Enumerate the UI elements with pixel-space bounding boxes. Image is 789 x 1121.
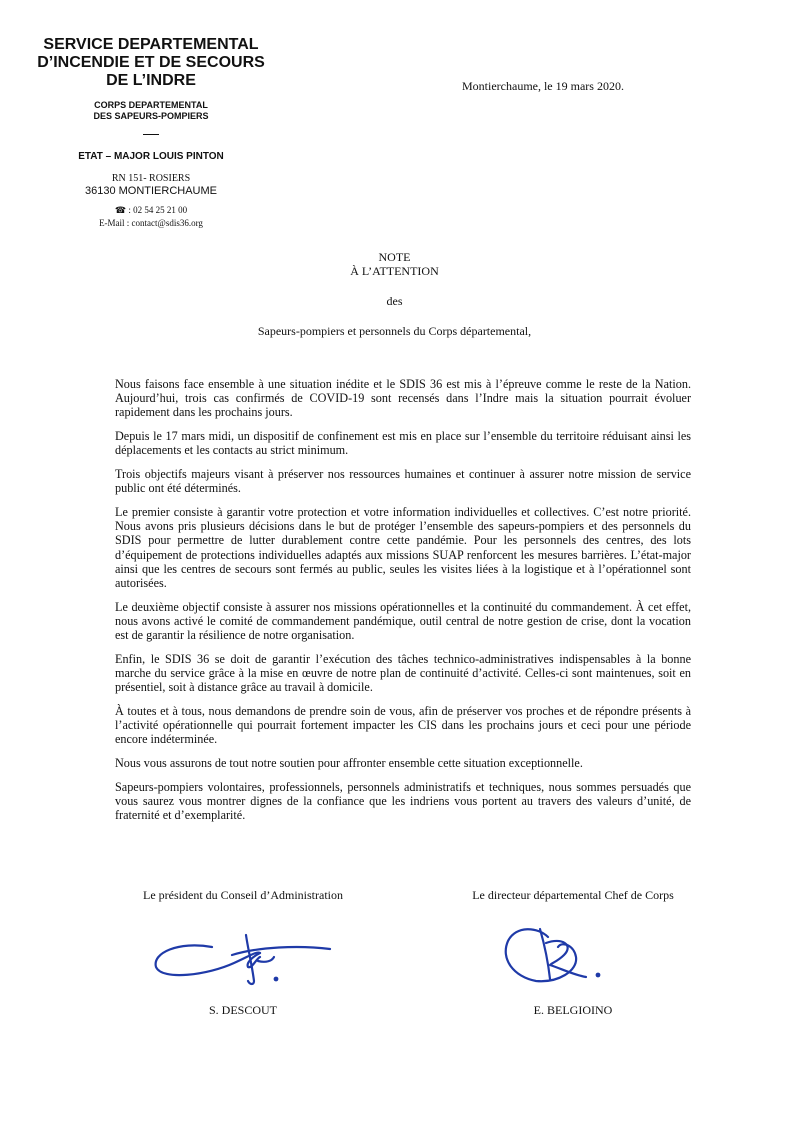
- paragraph-4: Le premier consiste à garantir votre protection et votre information individuelles et collectives. C’est notre priorité. Nous avons pris plusieurs décisions dans le but de protéger l’ensemble des sapeurs-pompiers et des personnels du SDIS pour permettre de lutter durablement contre cette pandémie. Pour les personnels des centres, des lots d’équipement de protections individuelles adaptés aux missions SUAP renforcent les mesures barrières. L’état-major ainsi que les centres de secours sont fermés au public, seules les visites liées à la logistique et à l’opérationnel sont autorisées.: [115, 504, 691, 590]
- note-heading: [0, 250, 789, 338]
- signatory-title-left: Le président du Conseil d’Administration: [143, 888, 343, 902]
- signatory-name-right: E. BELGIOINO: [533, 1003, 613, 1017]
- note-attention: À L’ATTENTION: [350, 264, 439, 278]
- address-line2: 36130 MONTIERCHAUME: [84, 185, 218, 197]
- etat-major: ETAT – MAJOR LOUIS PINTON: [78, 151, 224, 162]
- org-name-line3: DE L’INDRE: [106, 72, 196, 89]
- letter-body: [115, 377, 691, 832]
- paragraph-3: Trois objectifs majeurs visant à préserver nos ressources humaines et continuer à assurer notre mission de service public ont été déterminés.: [115, 467, 691, 496]
- paragraph-1: Nous faisons face ensemble à une situation inédite et le SDIS 36 est mis à l’épreuve comme le reste de la Nation. Aujourd’hui, trois cas confirmés de COVID-19 sont recensés dans l’Indre mais la situation pourrait évoluer rapidement dans les prochains jours.: [115, 377, 691, 420]
- paragraph-2: Depuis le 17 mars midi, un dispositif de confinement est mis en place sur l’ensemble du territoire réduisant ainsi les déplacements et les contacts au strict minimum.: [115, 429, 691, 458]
- phone-line: [22, 204, 280, 217]
- letterhead: [22, 36, 280, 229]
- org-name-line2: D’INCENDIE ET DE SECOURS: [37, 54, 265, 71]
- note-recipients: Sapeurs-pompiers et personnels du Corps départemental,: [257, 324, 532, 338]
- paragraph-5: Le deuxième objectif consiste à assurer nos missions opérationnelles et la continuité du commandement. À cet effet, nous avons activé le comité de commandement pandémique, outil central de notre gestion de crise, dont la vocation est de garantir la résilience de notre organisation.: [115, 599, 691, 643]
- signatory-name-left: S. DESCOUT: [208, 1003, 277, 1017]
- signature-block-right: [440, 888, 706, 1018]
- place-date: Montierchaume, le 19 mars 2020.: [462, 79, 624, 93]
- note-title: NOTE: [378, 250, 411, 264]
- paragraph-7: À toutes et à tous, nous demandons de prendre soin de vous, afin de préserver vos proches et de répondre présents à l’activité opérationnelle qui pourrait fortement impacter les CIS dans les prochains jours et ceci pour une période encore indéterminée.: [115, 703, 691, 747]
- corps-name-line1: CORPS DEPARTEMENTAL: [94, 100, 208, 110]
- address-line1: RN 151- ROSIERS: [111, 173, 191, 184]
- email-line: E-Mail : contact@sdis36.org: [99, 218, 203, 228]
- paragraph-9: Sapeurs-pompiers volontaires, professionnels, personnels administratifs et techniques, nous sommes persuadés que vous saurez vous montrer dignes de la confiance que les indriens vous portent au travers des valeurs d’unité, de fraternité et d’exemplarité.: [115, 779, 691, 823]
- signature-block-left: [110, 888, 376, 1018]
- signatory-title-right: Le directeur départemental Chef de Corps: [472, 888, 674, 902]
- signature-belgioino: [478, 919, 668, 989]
- signature-descout: [148, 919, 338, 989]
- org-name: [22, 36, 280, 90]
- corps-name-line2: DES SAPEURS-POMPIERS: [93, 111, 209, 121]
- phone-number: : 02 54 25 21 00: [128, 205, 188, 215]
- org-name-line1: SERVICE DEPARTEMENTAL: [43, 36, 259, 53]
- paragraph-8: Nous vous assurons de tout notre soutien pour affronter ensemble cette situation exceptionnelle.: [115, 755, 583, 770]
- telephone-icon: ☎: [114, 206, 127, 216]
- note-des: des: [386, 294, 403, 308]
- paragraph-6: Enfin, le SDIS 36 se doit de garantir l’exécution des tâches technico-administratives indispensables à la bonne marche du service grâce à la mise en œuvre de notre plan de continuité d’activité. Celles-ci sont maintenues, soit en présentiel, soit à distance grâce au travail à domicile.: [115, 651, 691, 695]
- corps-name: [22, 100, 280, 122]
- divider: [143, 134, 159, 135]
